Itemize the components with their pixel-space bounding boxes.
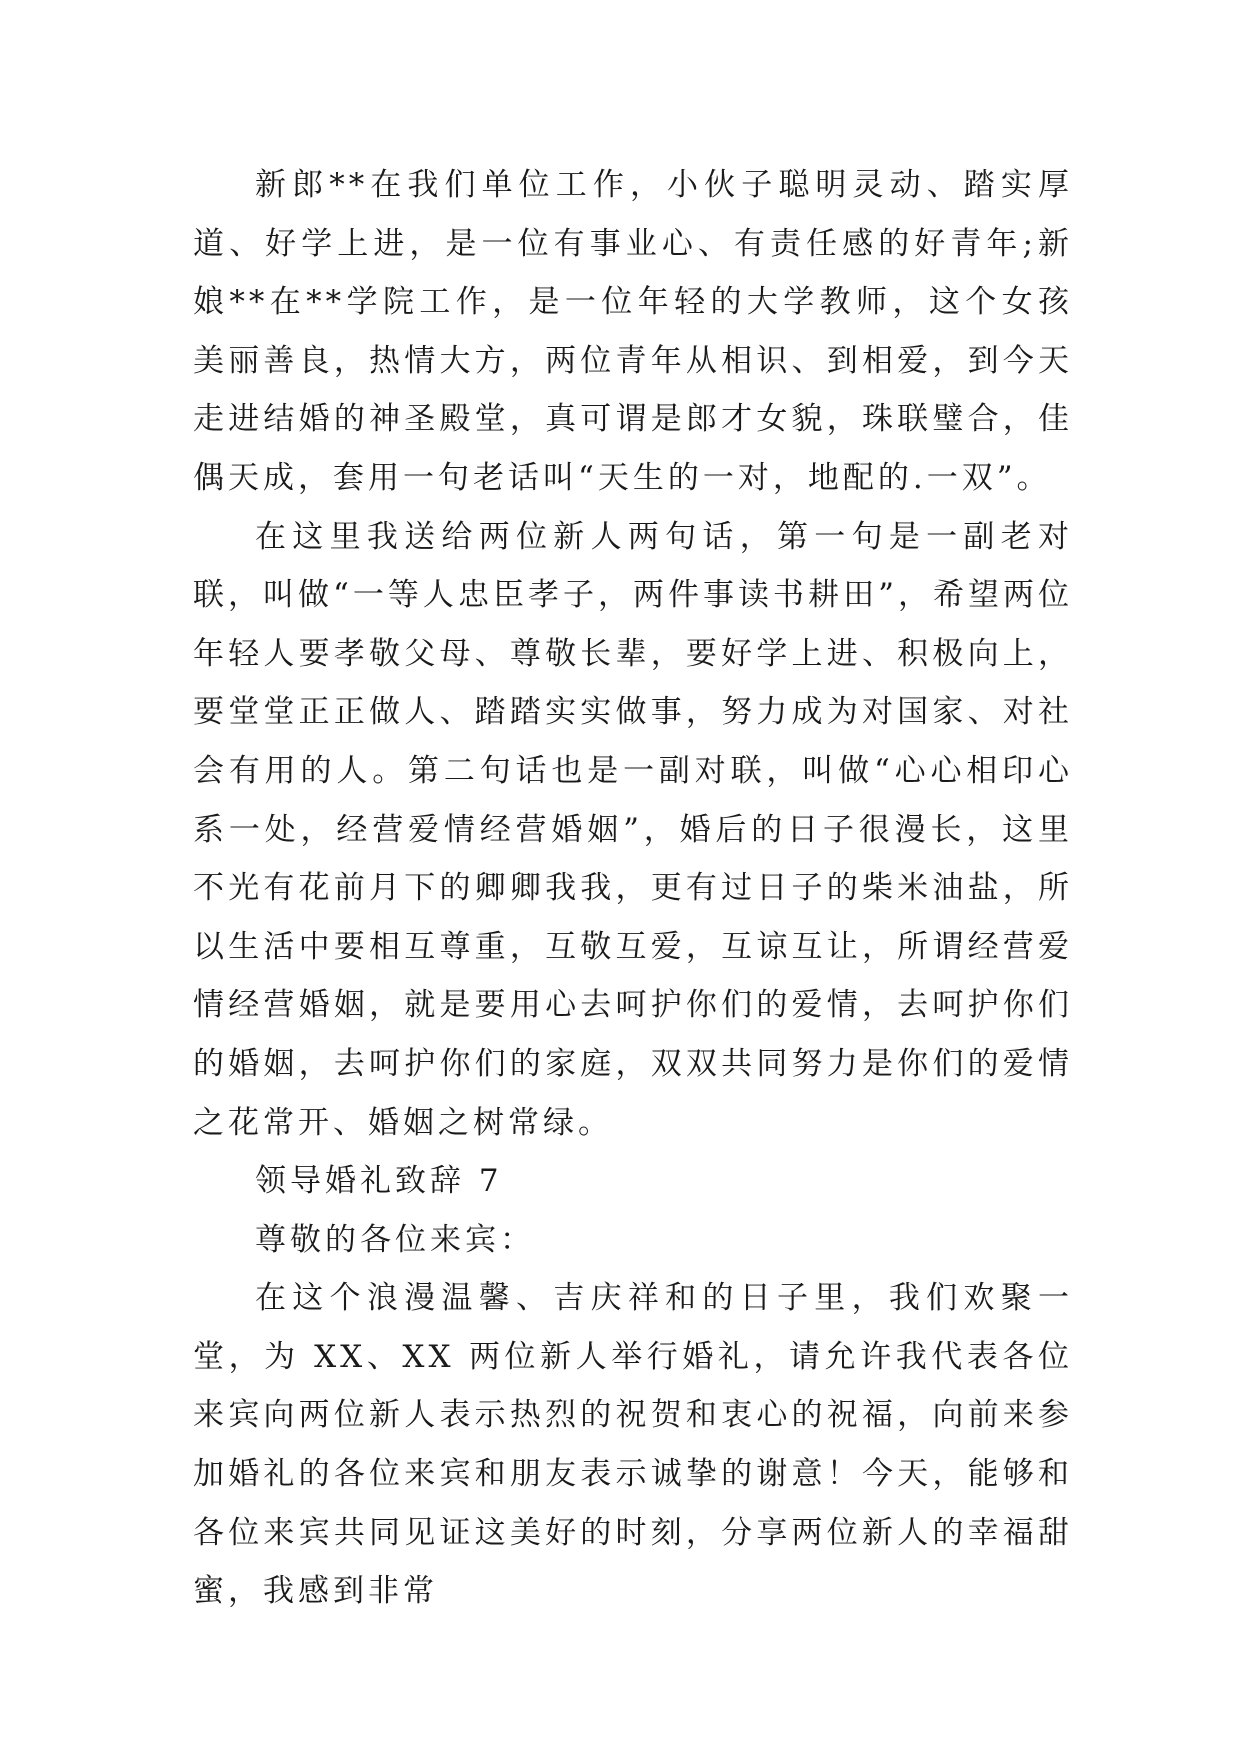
paragraph-couplets: 在这里我送给两位新人两句话，第一句是一副老对联，叫做“一等人忠臣孝子，两件事读书耕田”，希望两位年轻人要孝敬父母、尊敬长辈，要好学上进、积极向上，要堂堂正正做人、踏踏实实做事，努力成为对国家、对社会有用的人。第二句话也是一副对联，叫做“心心相印心系一处，经营爱情经营婚姻”，婚后的日子很漫长，这里不光有花前月下的卿卿我我，更有过日子的柴米油盐，所以生活中要相互尊重，互敬互爱，互谅互让，所谓经营爱情经营婚姻，就是要用心去呵护你们的爱情，去呵护你们的婚姻，去呵护你们的家庭，双双共同努力是你们的爱情之花常开、婚姻之树常绿。 (193, 518, 1073, 1141)
paragraph-welcome: 在这个浪漫温馨、吉庆祥和的日子里，我们欢聚一堂，为 XX、XX 两位新人举行婚礼，请允许我代表各位来宾向两位新人表示热烈的祝贺和衷心的祝福，向前来参加婚礼的各位来宾和朋友表示诚挚的谢意！今天，能够和各位来宾共同见证这美好的时刻，分享两位新人的幸福甜蜜，我感到非常 (193, 1280, 1073, 1610)
document-body (193, 156, 1073, 1621)
salutation: 尊敬的各位来宾： (255, 1221, 535, 1258)
paragraph-introduction: 新郎**在我们单位工作，小伙子聪明灵动、踏实厚道、好学上进，是一位有事业心、有责任感的好青年;新娘**在**学院工作，是一位年轻的大学教师，这个女孩美丽善良，热情大方，两位青年从相识、到相爱，到今天走进结婚的神圣殿堂，真可谓是郎才女貌，珠联璧合，佳偶天成，套用一句老话叫“天生的一对，地配的.一双”。 (193, 167, 1073, 496)
section-heading: 领导婚礼致辞 7 (255, 1163, 503, 1200)
